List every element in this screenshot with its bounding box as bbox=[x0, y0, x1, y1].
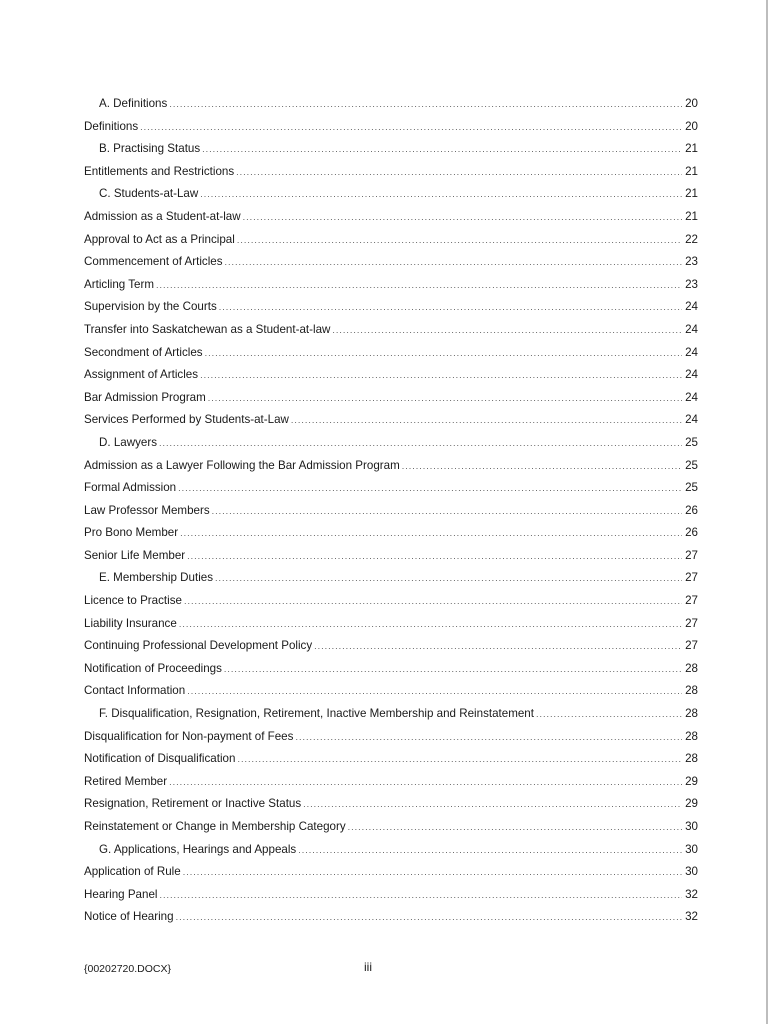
toc-entry[interactable] bbox=[84, 658, 698, 681]
toc-entry-page: 26 bbox=[685, 526, 698, 540]
toc-dot-leader bbox=[159, 432, 682, 455]
toc-entry[interactable] bbox=[84, 116, 698, 139]
toc-entry-page: 21 bbox=[685, 187, 698, 201]
toc-section-heading[interactable] bbox=[84, 703, 698, 726]
toc-entry-label: Bar Admission Program bbox=[84, 390, 206, 404]
toc-entry[interactable] bbox=[84, 522, 698, 545]
toc-entry[interactable] bbox=[84, 161, 698, 184]
toc-entry[interactable] bbox=[84, 251, 698, 274]
toc-dot-leader bbox=[200, 364, 682, 387]
table-of-contents bbox=[84, 93, 698, 929]
toc-dot-leader bbox=[140, 116, 682, 139]
toc-dot-leader bbox=[169, 771, 682, 794]
toc-entry-page: 29 bbox=[685, 797, 698, 811]
toc-entry[interactable] bbox=[84, 545, 698, 568]
toc-dot-leader bbox=[184, 590, 682, 613]
toc-dot-leader bbox=[314, 635, 682, 658]
toc-entry[interactable] bbox=[84, 274, 698, 297]
toc-entry-label: Disqualification for Non-payment of Fees bbox=[84, 729, 294, 743]
toc-entry-page: 28 bbox=[685, 661, 698, 675]
toc-entry-page: 21 bbox=[685, 209, 698, 223]
toc-entry-label: Entitlements and Restrictions bbox=[84, 164, 235, 178]
toc-entry-page: 26 bbox=[685, 503, 698, 517]
toc-dot-leader bbox=[169, 93, 682, 116]
toc-dot-leader bbox=[332, 319, 682, 342]
toc-entry-page: 21 bbox=[685, 164, 698, 178]
toc-dot-leader bbox=[180, 522, 682, 545]
toc-dot-leader bbox=[208, 387, 682, 410]
toc-dot-leader bbox=[295, 726, 682, 749]
toc-entry-page: 24 bbox=[685, 390, 698, 404]
toc-entry[interactable] bbox=[84, 816, 698, 839]
toc-entry-page: 23 bbox=[685, 277, 698, 291]
toc-entry-page: 30 bbox=[685, 820, 698, 833]
toc-entry-label: Notification of Disqualification bbox=[84, 752, 236, 766]
toc-entry-label: Law Professor Members bbox=[84, 503, 210, 517]
toc-dot-leader bbox=[291, 409, 682, 432]
toc-section-heading[interactable] bbox=[84, 93, 698, 116]
toc-entry-label: D. Lawyers bbox=[99, 435, 157, 449]
toc-entry[interactable] bbox=[84, 590, 698, 613]
toc-entry[interactable] bbox=[84, 613, 698, 636]
toc-entry-label: Notification of Proceedings bbox=[84, 661, 222, 675]
toc-entry-page: 25 bbox=[685, 435, 698, 449]
toc-entry[interactable] bbox=[84, 319, 698, 342]
document-id: {00202720.DOCX} bbox=[84, 963, 171, 975]
toc-dot-leader bbox=[205, 342, 682, 365]
toc-entry[interactable] bbox=[84, 726, 698, 749]
toc-entry-page: 27 bbox=[685, 548, 698, 562]
toc-entry-label: Contact Information bbox=[84, 684, 186, 698]
toc-entry[interactable] bbox=[84, 500, 698, 523]
toc-entry-label: Liability Insurance bbox=[84, 616, 177, 630]
toc-entry[interactable] bbox=[84, 793, 698, 816]
toc-entry-label: Continuing Professional Development Policy bbox=[84, 639, 313, 653]
toc-entry-label: B. Practising Status bbox=[99, 142, 201, 156]
toc-entry-label: Retired Member bbox=[84, 774, 168, 788]
toc-entry-label: Reinstatement or Change in Membership Category bbox=[84, 820, 346, 833]
toc-dot-leader bbox=[156, 274, 682, 297]
toc-entry-page: 27 bbox=[685, 571, 698, 585]
toc-entry-label: A. Definitions bbox=[99, 97, 168, 110]
page-edge-line bbox=[766, 0, 768, 1024]
toc-dot-leader bbox=[225, 251, 682, 274]
toc-entry-page: 20 bbox=[685, 97, 698, 110]
toc-entry-label: Resignation, Retirement or Inactive Status bbox=[84, 797, 302, 811]
toc-dot-leader bbox=[178, 477, 682, 500]
toc-entry-page: 28 bbox=[685, 684, 698, 698]
toc-entry-page: 29 bbox=[685, 774, 698, 788]
toc-dot-leader bbox=[219, 296, 682, 319]
toc-entry[interactable] bbox=[84, 455, 698, 478]
toc-entry-label: E. Membership Duties bbox=[99, 571, 214, 585]
toc-dot-leader bbox=[200, 183, 682, 206]
toc-dot-leader bbox=[402, 455, 682, 478]
toc-entry[interactable] bbox=[84, 342, 698, 365]
toc-dot-leader bbox=[303, 793, 682, 816]
toc-entry-page: 24 bbox=[685, 413, 698, 427]
toc-entry-page: 25 bbox=[685, 458, 698, 472]
toc-entry-label: Commencement of Articles bbox=[84, 255, 223, 269]
toc-dot-leader bbox=[183, 861, 682, 884]
toc-entry-label: Supervision by the Courts bbox=[84, 300, 217, 314]
toc-entry-page: 32 bbox=[685, 910, 698, 924]
toc-dot-leader bbox=[237, 748, 682, 771]
toc-entry-page: 20 bbox=[685, 119, 698, 133]
toc-entry-page: 28 bbox=[685, 752, 698, 766]
toc-entry-page: 30 bbox=[685, 865, 698, 879]
toc-entry[interactable] bbox=[84, 861, 698, 884]
toc-entry-label: Definitions bbox=[84, 119, 139, 133]
toc-entry-label: Admission as a Lawyer Following the Bar Admission Program bbox=[84, 458, 400, 472]
toc-entry[interactable] bbox=[84, 771, 698, 794]
toc-entry-page: 23 bbox=[685, 255, 698, 269]
toc-section-heading[interactable] bbox=[84, 432, 698, 455]
toc-entry[interactable] bbox=[84, 680, 698, 703]
toc-entry-page: 24 bbox=[685, 300, 698, 314]
toc-dot-leader bbox=[179, 613, 682, 636]
toc-dot-leader bbox=[237, 229, 682, 252]
toc-entry-label: Services Performed by Students-at-Law bbox=[84, 413, 289, 427]
toc-dot-leader bbox=[243, 206, 682, 229]
toc-entry-page: 24 bbox=[685, 368, 698, 382]
toc-entry-label: Hearing Panel bbox=[84, 887, 158, 901]
toc-entry-label: Transfer into Saskatchewan as a Student-at-law bbox=[84, 322, 331, 336]
toc-entry[interactable] bbox=[84, 206, 698, 229]
toc-entry-label: Formal Admission bbox=[84, 481, 177, 495]
toc-dot-leader bbox=[176, 906, 682, 929]
toc-entry[interactable] bbox=[84, 387, 698, 410]
toc-entry-label: Application of Rule bbox=[84, 865, 181, 879]
toc-dot-leader bbox=[224, 658, 682, 681]
toc-entry-page: 24 bbox=[685, 345, 698, 359]
toc-dot-leader bbox=[187, 545, 682, 568]
toc-entry-label: G. Applications, Hearings and Appeals bbox=[99, 842, 297, 856]
toc-entry-label: F. Disqualification, Resignation, Retirement, Inactive Membership and Reinstatement bbox=[99, 707, 534, 721]
toc-entry-label: Notice of Hearing bbox=[84, 910, 174, 924]
toc-entry-page: 28 bbox=[685, 729, 698, 743]
toc-entry[interactable] bbox=[84, 635, 698, 658]
toc-entry[interactable] bbox=[84, 477, 698, 500]
toc-entry[interactable] bbox=[84, 296, 698, 319]
toc-entry-page: 25 bbox=[685, 481, 698, 495]
toc-dot-leader bbox=[215, 567, 682, 590]
toc-dot-leader bbox=[536, 703, 682, 726]
toc-dot-leader bbox=[159, 884, 682, 907]
toc-entry[interactable] bbox=[84, 906, 698, 929]
toc-entry-label: Admission as a Student-at-law bbox=[84, 209, 241, 223]
toc-dot-leader bbox=[187, 680, 682, 703]
toc-dot-leader bbox=[348, 816, 682, 839]
toc-entry-page: 22 bbox=[685, 232, 698, 246]
page-number: iii bbox=[364, 960, 372, 974]
toc-entry-page: 21 bbox=[685, 142, 698, 156]
toc-section-heading[interactable] bbox=[84, 138, 698, 161]
toc-entry-label: C. Students-at-Law bbox=[99, 187, 199, 201]
toc-dot-leader bbox=[298, 839, 682, 862]
toc-dot-leader bbox=[212, 500, 682, 523]
toc-entry-label: Senior Life Member bbox=[84, 548, 186, 562]
toc-entry-label: Licence to Practise bbox=[84, 594, 182, 608]
toc-entry-label: Pro Bono Member bbox=[84, 526, 179, 540]
toc-entry[interactable] bbox=[84, 884, 698, 907]
toc-entry[interactable] bbox=[84, 364, 698, 387]
toc-entry-page: 30 bbox=[685, 842, 698, 856]
toc-dot-leader bbox=[236, 161, 682, 184]
toc-entry-label: Secondment of Articles bbox=[84, 345, 203, 359]
toc-section-heading[interactable] bbox=[84, 567, 698, 590]
toc-entry-page: 27 bbox=[685, 616, 698, 630]
toc-entry[interactable] bbox=[84, 409, 698, 432]
toc-entry-label: Approval to Act as a Principal bbox=[84, 232, 235, 246]
toc-section-heading[interactable] bbox=[84, 183, 698, 206]
toc-entry-page: 27 bbox=[685, 639, 698, 653]
toc-entry[interactable] bbox=[84, 229, 698, 252]
toc-entry-page: 27 bbox=[685, 594, 698, 608]
toc-entry-label: Articling Term bbox=[84, 277, 155, 291]
toc-entry-page: 28 bbox=[685, 707, 698, 721]
toc-entry-page: 24 bbox=[685, 322, 698, 336]
toc-entry-label: Assignment of Articles bbox=[84, 368, 199, 382]
toc-entry-page: 32 bbox=[685, 887, 698, 901]
toc-section-heading[interactable] bbox=[84, 839, 698, 862]
toc-dot-leader bbox=[202, 138, 682, 161]
toc-entry[interactable] bbox=[84, 748, 698, 771]
